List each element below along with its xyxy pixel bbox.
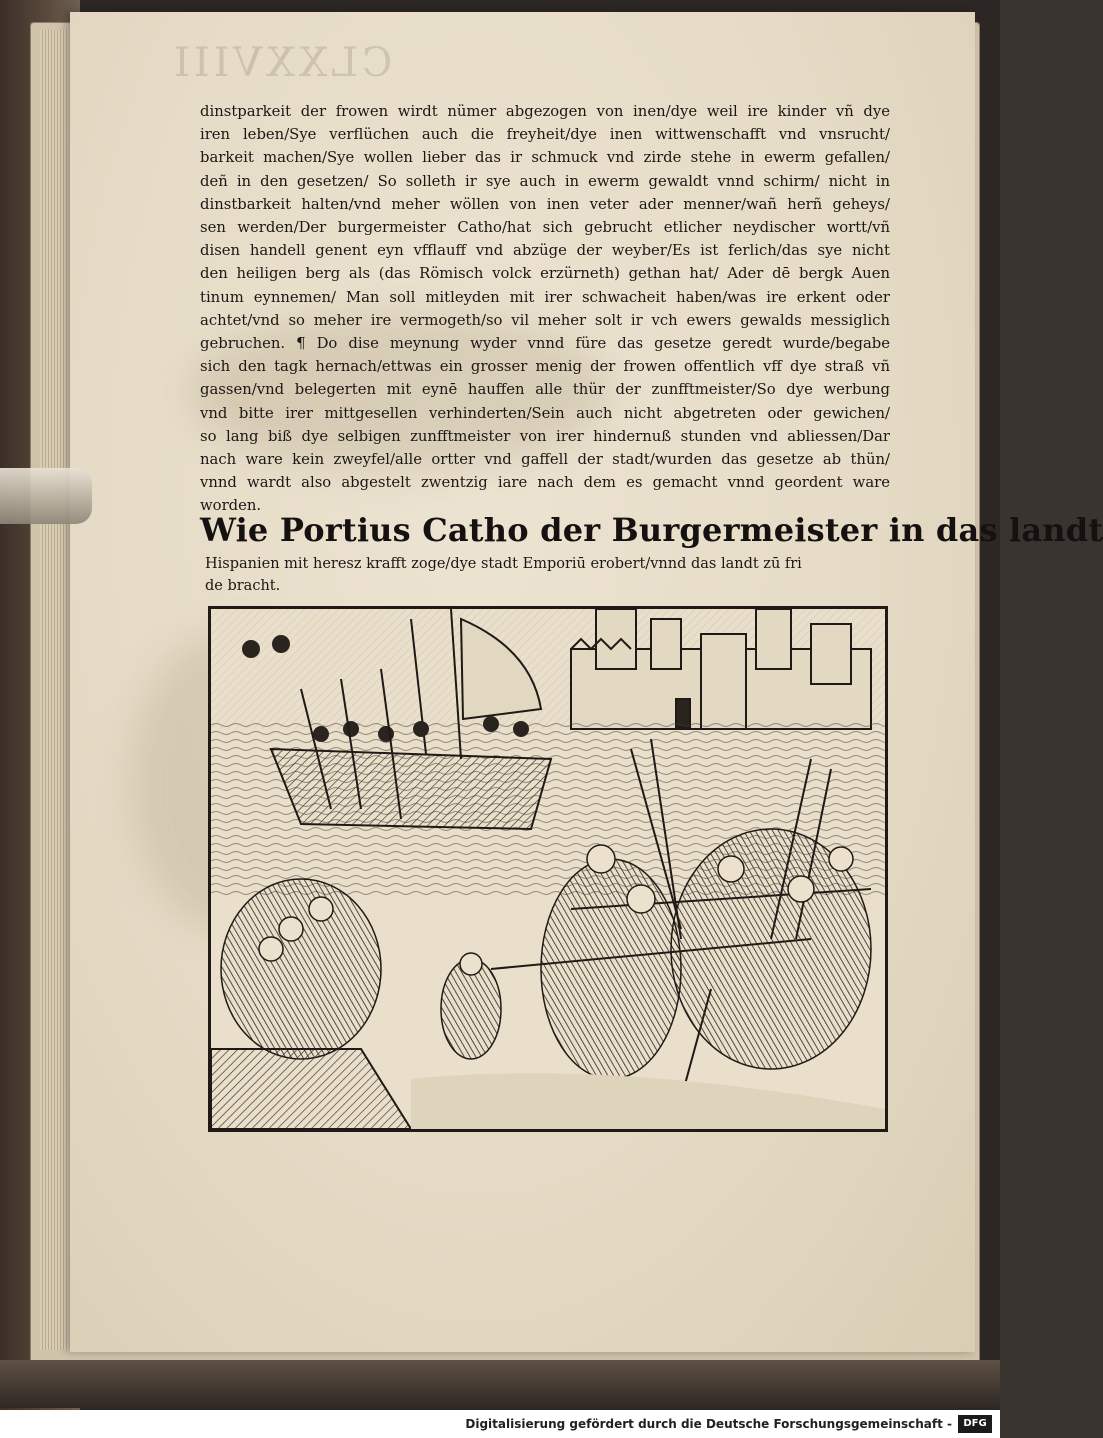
- text-line: iren leben/Sye verflüchen auch die freyheit/dye inen wittwenschafft vnd vnsrucht/: [200, 126, 890, 144]
- book-cover-bottom: [0, 1360, 1000, 1408]
- text-line: den heiligen berg als (das Römisch volck erzürneth) gethan hat/ Ader dē bergk Auen: [200, 265, 890, 283]
- text-line: tinum eynnemen/ Man soll mitleyden mit irer schwacheit haben/was ire erkent oder: [200, 288, 890, 306]
- subheading-line: de bracht.: [205, 578, 281, 594]
- body-text: [200, 100, 890, 518]
- page-edges: [40, 30, 68, 1350]
- footer-bar: [0, 1410, 1000, 1438]
- text-line: sich den tagk hernach/ettwas ein grosser menig der frowen offentlich vff dye straß vñ: [200, 358, 890, 376]
- chapter-subheading: [205, 553, 895, 597]
- text-line: gebruchen. ¶ Do dise meynung wyder vnnd füre das gesetze geredt wurde/begabe: [200, 335, 890, 353]
- chapter-heading: Wie Portius Catho der Burgermeister in das landt: [200, 511, 1103, 549]
- text-line: nach ware kein zweyfel/alle ortter vnd gaffell der stadt/wurden das gesetze ab thün/: [200, 451, 890, 469]
- funding-notice: Digitalisierung gefördert durch die Deutsche Forschungsgemeinschaft -: [465, 1417, 952, 1431]
- subheading-line: Hispanien mit heresz krafft zoge/dye stadt Emporiū erobert/vnnd das landt zū fri: [205, 556, 802, 572]
- text-line: sen werden/Der burgermeister Catho/hat sich gebrucht etlicher neydischer wortt/vñ: [200, 219, 890, 237]
- dfg-logo-icon[interactable]: DFG: [958, 1415, 992, 1433]
- text-line: disen handell genent eyn vfflauff vnd abzüge der weyber/Es ist ferlich/das sye nicht: [200, 242, 890, 260]
- text-line: vnnd wardt also abgestelt zwentzig iare nach dem es gemacht vnnd geordent ware: [200, 474, 890, 492]
- text-line: achtet/vnd so meher ire vermogeth/so vil meher solt ir vch ewers gewalds messiglich: [200, 311, 890, 329]
- text-line: vnd bitte irer mittgesellen verhinderten/Sein auch nicht abgetreten oder gewichen/: [200, 404, 890, 422]
- text-line: worden.: [200, 497, 262, 515]
- page-clip: [0, 468, 92, 524]
- text-line: gassen/vnd belegerten mit eynē hauffen alle thür der zunfftmeister/So dye werbung: [200, 381, 890, 399]
- text-line: so lang biß dye selbigen zunfftmeister von irer hindernuß stunden vnd abliessen/Dar: [200, 427, 890, 445]
- show-through-heading: CLXXVIII: [170, 40, 393, 86]
- text-line: barkeit machen/Sye wollen lieber das ir schmuck vnd zirde stehe in ewerm gefallen/: [200, 149, 890, 167]
- woodcut-battle-scene-icon: [208, 606, 888, 1132]
- text-line: dinstparkeit der frowen wirdt nümer abgezogen von inen/dye weil ire kinder vñ dye: [200, 103, 890, 120]
- text-line: dinstbarkeit halten/vnd meher wöllen von inen veter ader menner/wañ herñ geheys/: [200, 195, 890, 213]
- text-line: deñ in den gesetzen/ So solleth ir sye auch in ewerm gewaldt vnnd schirm/ nicht in: [200, 172, 890, 190]
